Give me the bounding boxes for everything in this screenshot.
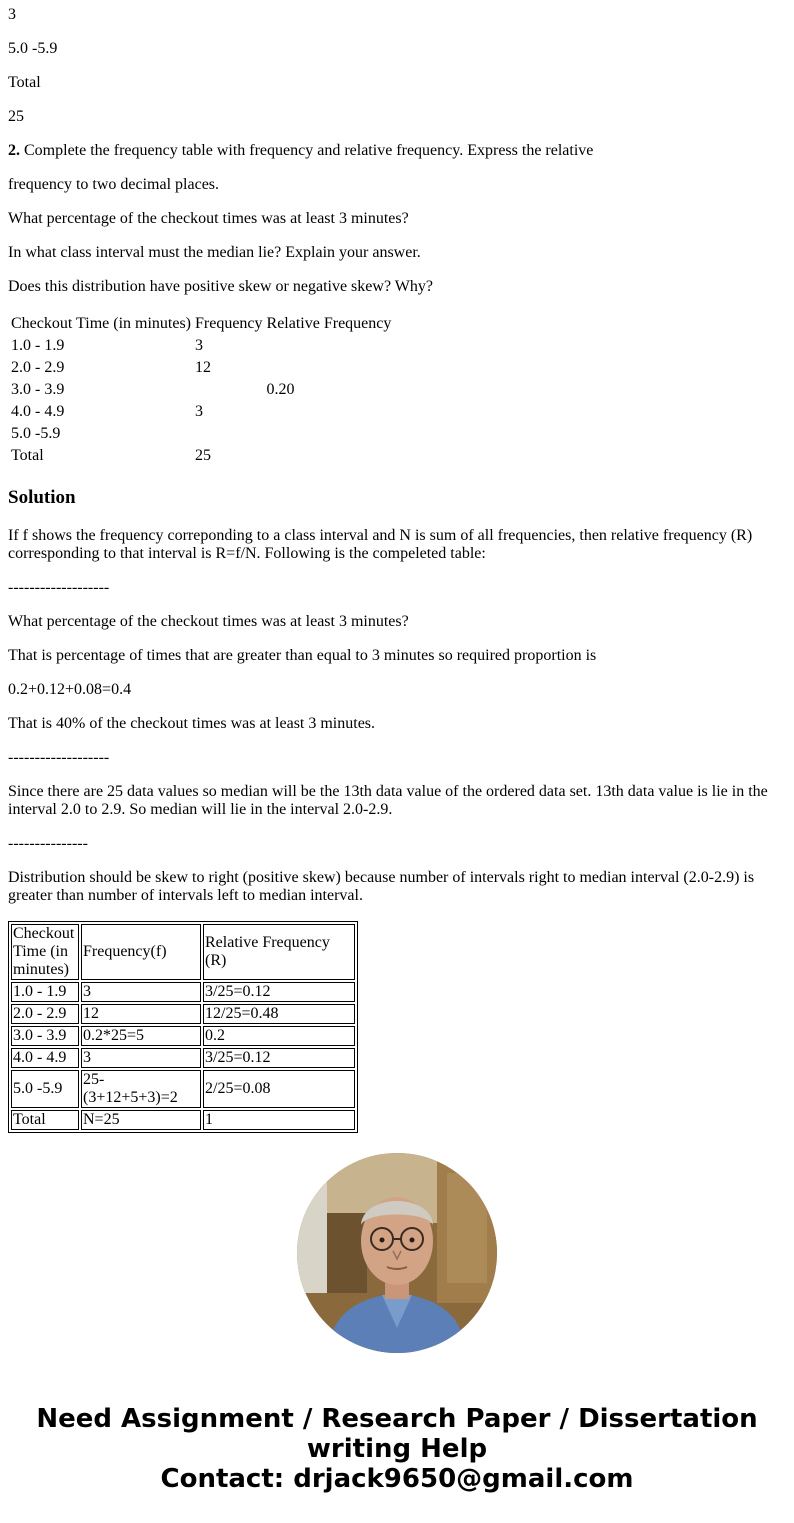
table-cell: 1.0 - 1.9 [11, 337, 65, 354]
table-cell: 0.2 [203, 1026, 355, 1046]
table-cell: 12/25=0.48 [203, 1004, 355, 1024]
question-number: 2. [8, 142, 20, 159]
table-cell: 4.0 - 4.9 [11, 1048, 79, 1068]
solution-text: That is percentage of times that are greater than equal to 3 minutes so required proportion is [8, 647, 597, 664]
table-row [11, 982, 355, 1002]
table-cell [266, 446, 393, 466]
table-cell: 5.0 -5.9 [11, 1070, 79, 1108]
table-cell: 2.0 - 2.9 [11, 359, 65, 376]
table-header: Checkout Time (in minutes) [11, 924, 79, 980]
question-text: Complete the frequency table with frequency and relative frequency. Express the relative [20, 142, 594, 159]
table-cell [266, 424, 393, 444]
solution-question: What percentage of the checkout times was at least 3 minutes? [8, 613, 409, 630]
table-cell: 3.0 - 3.9 [11, 381, 65, 398]
question-table [8, 312, 394, 468]
divider-text: --------------- [8, 835, 88, 852]
table-cell: 0.20 [266, 381, 295, 398]
promo-line: writing Help [306, 1434, 488, 1464]
table-cell: 0.2*25=5 [81, 1026, 201, 1046]
table-row [11, 1070, 355, 1108]
table-row [10, 380, 392, 400]
table-row [10, 336, 392, 356]
divider-text: ------------------- [8, 579, 110, 596]
table-row [11, 1048, 355, 1068]
table-row [11, 1026, 355, 1046]
solution-intro: If f shows the frequency correponding to a class interval and N is sum of all frequencies, then relative frequency (R) corresponding to that interval is R=f/N. Following is the compeleted table: [8, 527, 753, 562]
table-cell: 25 [195, 447, 211, 464]
table-cell: 25-(3+12+5+3)=2 [81, 1070, 201, 1108]
table-cell [266, 358, 393, 378]
solution-median: Since there are 25 data values so median will be the 13th data value of the ordered data set. 13th data value is lie in the interval 2.0 to 2.9. So median will lie in the interval 2.0-2.9. [8, 783, 768, 818]
table-cell: 3/25=0.12 [203, 982, 355, 1002]
promo-banner [0, 1404, 794, 1494]
table-cell: 3.0 - 3.9 [11, 1026, 79, 1046]
divider-text: ------------------- [8, 749, 110, 766]
question-sub-3: Does this distribution have positive skew or negative skew? Why? [8, 278, 433, 295]
table-cell [194, 424, 264, 444]
tutor-portrait-image [297, 1153, 497, 1353]
solution-calc: 0.2+0.12+0.08=0.4 [8, 681, 132, 698]
table-cell: 2/25=0.08 [203, 1070, 355, 1108]
table-header: Checkout Time (in minutes) [11, 315, 191, 332]
solution-skew: Distribution should be skew to right (positive skew) because number of intervals right to median interval (2.0-2.9) is greater than number of intervals left to median interval. [8, 869, 755, 904]
table-cell: 5.0 -5.9 [11, 425, 61, 442]
table-header: Frequency(f) [81, 924, 201, 980]
table-header: Relative Frequency [266, 315, 392, 332]
table-cell: 3 [81, 982, 201, 1002]
text-line: 3 [8, 6, 16, 23]
table-cell: 1.0 - 1.9 [11, 982, 79, 1002]
table-row [10, 446, 392, 466]
promo-contact: Contact: drjack9650@gmail.com [160, 1464, 634, 1494]
question-sub-1: What percentage of the checkout times was at least 3 minutes? [8, 210, 409, 227]
table-cell: 2.0 - 2.9 [11, 1004, 79, 1024]
table-cell [194, 380, 264, 400]
table-cell [266, 402, 393, 422]
text-line: 5.0 -5.9 [8, 40, 58, 57]
table-header-row [11, 924, 355, 980]
table-cell: 1 [203, 1110, 355, 1130]
table-cell: 3 [195, 337, 203, 354]
promo-line: Need Assignment / Research Paper / Dissertation [36, 1404, 758, 1434]
table-header: Frequency [195, 315, 263, 332]
table-cell [266, 336, 393, 356]
table-row [11, 1004, 355, 1024]
text-line: Total [8, 74, 41, 91]
table-cell: Total [11, 447, 44, 464]
solution-text: That is 40% of the checkout times was at least 3 minutes. [8, 715, 376, 732]
table-header-row [10, 314, 392, 334]
table-header: Relative Frequency (R) [203, 924, 355, 980]
table-row [10, 358, 392, 378]
table-cell: 3/25=0.12 [203, 1048, 355, 1068]
question-sub-2: In what class interval must the median lie? Explain your answer. [8, 244, 421, 261]
table-cell: 12 [195, 359, 211, 376]
table-row [10, 424, 392, 444]
text-line: 25 [8, 108, 24, 125]
table-cell: Total [11, 1110, 79, 1130]
tutor-photo [297, 1153, 497, 1353]
table-cell: 4.0 - 4.9 [11, 403, 65, 420]
question-line-1 [8, 142, 593, 160]
answer-table [8, 921, 358, 1133]
table-cell: 3 [195, 403, 203, 420]
table-cell: 12 [81, 1004, 201, 1024]
question-line-2: frequency to two decimal places. [8, 176, 220, 193]
table-cell: 3 [81, 1048, 201, 1068]
table-row [10, 402, 392, 422]
table-cell: N=25 [81, 1110, 201, 1130]
table-row [11, 1110, 355, 1130]
solution-heading: Solution [8, 487, 76, 508]
